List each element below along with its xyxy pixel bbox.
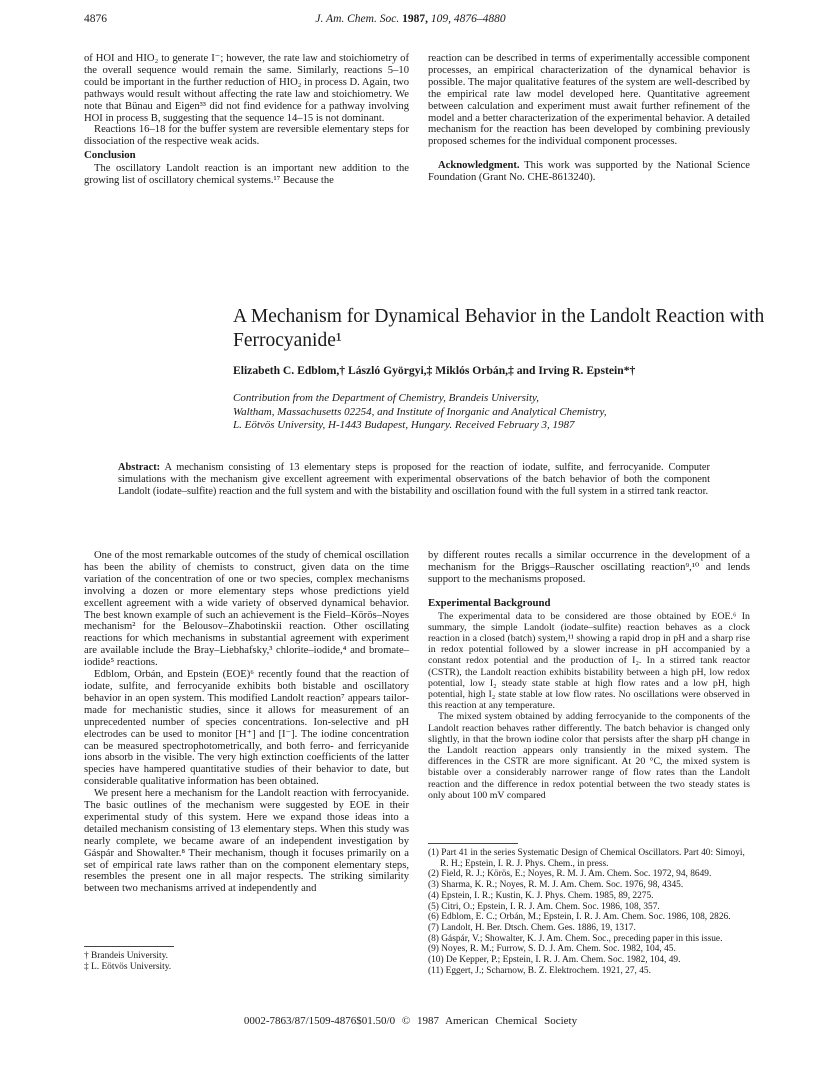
paragraph: Edblom, Orbán, and Epstein (EOE)⁶ recently found that the reaction of iodate, sulfite, and ferrocyanide exhibits both bistable and oscillatory behavior in an open system. This modified Landolt reaction⁷ appears tailor-made for mechanistic studies, since it allows for measurement of an unprecedented number of species concentrations. Ion-selective and pH electrodes can be used to monitor [H⁺] and [I⁻]. The iodine concentration can be measured spectrophotometrically, and both ferro- and ferricyanide ions absorb in the visible. The very high extinction coefficients of the latter species have hampered quantitative studies of their behavior to date, but considerable qualitative information has been obtained. (84, 669, 409, 788)
copyright-line: 0002-7863/87/1509-4876$01.50/0 © 1987 American Chemical Society (243, 1015, 578, 1027)
paragraph: Reactions 16–18 for the buffer system are reversible elementary steps for dissociation of the respective weak acids. (84, 124, 409, 148)
journal-volume-pages: 109, 4876–4880 (430, 13, 506, 25)
references-divider (428, 843, 518, 844)
section-heading-conclusion: Conclusion (84, 149, 136, 162)
reference-item: (3) Sharma, K. R.; Noyes, R. M. J. Am. Chem. Soc. 1976, 98, 4345. (428, 880, 684, 891)
reference-item: (2) Field, R. J.; Körös, E.; Noyes, R. M. J. Am. Chem. Soc. 1972, 94, 8649. (428, 869, 712, 880)
paragraph: The oscillatory Landolt reaction is an important new addition to the growing list of oscillatory chemical systems.¹⁷ Because the (84, 163, 409, 187)
journal-header (0, 13, 821, 25)
abstract (118, 462, 710, 498)
paragraph: by different routes recalls a similar occurrence in the development of a mechanism for the Briggs–Rauscher oscillating reaction⁹,¹⁰ and lends support to the mechanisms proposed. (428, 550, 750, 585)
footnote: ‡ L. Eötvös University. (84, 961, 172, 972)
journal-year: 1987, (402, 13, 428, 25)
affiliation-line: Contribution from the Department of Chemistry, Brandeis University, (233, 392, 540, 404)
paragraph: The mixed system obtained by adding ferrocyanide to the components of the Landolt reaction behaves rather differently. The batch behavior is changed only slightly, in that the brown iodine color that persists after the sharp pH change in the Landolt reaction appears only transiently in the mixed system. The differences in the CSTR are more significant. At 20 °C, the mixed system is bistable over a considerably narrower range of flow rates than the Landolt reaction and the difference in redox potential between the two steady states is only about 100 mV compared (428, 711, 750, 801)
acknowledgment (428, 160, 750, 184)
paragraph: reaction can be described in terms of experimentally accessible component processes, an empirical characterization of the dynamical behavior is possible. The major qualitative features of the system are well-described by the empirical rate law model developed here. Quantitative agreement between calculation and experiment must await further refinement of the model and a better characterization of the experimental behavior. A detailed mechanism for the reaction has been developed by combining previously proposed schemes for the individual component processes. (428, 53, 750, 148)
footnotes (84, 951, 171, 972)
affiliation-line: Waltham, Massachusetts 02254, and Institute of Inorganic and Analytical Chemistry, (233, 405, 607, 418)
reference-item: (4) Epstein, I. R.; Kustin, K. J. Phys. Chem. 1985, 89, 2275. (428, 890, 654, 901)
footnotes-divider (84, 946, 174, 947)
reference-item: (6) Edblom, E. C.; Orbán, M.; Epstein, I. R. J. Am. Chem. Soc. 1986, 108, 2826. (428, 912, 731, 923)
paragraph: The experimental data to be considered are those obtained by EOE.⁶ In summary, the simple Landolt (iodate–sulfite) reaction behaves as a clock reaction in a closed (batch) system,¹¹ showing a rapid drop in pH and a sharp rise in redox potential followed by a slower increase in pH accompanied by a constant redox potential and the production of I₂. In a stirred tank reactor (CSTR), the Landolt reaction exhibits bistability between a high pH, low redox potential, low I₂ steady state stable at high flow rates and a low pH, high potential, high I₂ state stable at low flow rates. No oscillations were observed in this reaction at any temperature. (428, 610, 750, 712)
top-right-column (428, 53, 750, 184)
acknowledgment-text: This work was supported by the National Science Foundation (Grant No. CHE-8613240). (428, 160, 750, 184)
acknowledgment-label: Acknowledgment. (438, 160, 520, 172)
page-number: 4876 (84, 13, 107, 25)
article-authors: Elizabeth C. Edblom,† László Györgyi,‡ Miklós Orbán,‡ and Irving R. Epstein*† (233, 364, 636, 377)
paragraph: We present here a mechanism for the Landolt reaction with ferrocyanide. The basic outlines of the mechanism were suggested by EOE in their experimental study of this system. Here we expand those ideas into a detailed mechanism consisting of 13 elementary steps. When this study was nearly complete, we became aware of an independent investigation by Gáspár and Showalter.⁸ Their mechanism, though it focuses primarily on a set of empirical rate laws rather than on the component elementary steps, resembles the present one in all major respects. The striking similarity between two mechanisms arrived at independently and (84, 788, 409, 895)
abstract-label: Abstract: (118, 462, 161, 473)
reference-item: (8) Gáspár, V.; Showalter, K. J. Am. Chem. Soc., preceding paper in this issue. (428, 933, 723, 944)
references-list (428, 848, 750, 976)
section-heading-experimental: Experimental Background (428, 596, 551, 609)
reference-item: (5) Citri, O.; Epstein, I. R. J. Am. Chem. Soc. 1986, 108, 357. (428, 901, 660, 912)
journal-name: J. Am. Chem. Soc. (315, 13, 400, 25)
paragraph: of HOI and HIO₂ to generate I⁻; however, the rate law and stoichiometry of the overall sequence would remain the same. Similarly, reactions 5–10 could be important in the further reduction of HIO₂ in process D. Again, two pathways would result without affecting the rate law and stoichiometry. We note that Bünau and Eigen³³ did not find evidence for a pathway involving HOI in process B, suggesting that the sequence 14–15 is not dominant. (84, 53, 409, 124)
reference-item: (1) Part 41 in the series Systematic Design of Chemical Oscillators. Part 40: Simoyi, R. H.; Epstein, I. R. J. Phys. Chem., in press. (428, 848, 745, 869)
reference-item: (9) Noyes, R. M.; Furrow, S. D. J. Am. Chem. Soc. 1982, 104, 45. (428, 944, 676, 955)
affiliation-line: L. Eötvös University, H-1443 Budapest, Hungary. Received February 3, 1987 (233, 419, 575, 431)
reference-item: (7) Landolt, H. Ber. Dtsch. Chem. Ges. 1886, 19, 1317. (428, 922, 636, 933)
reference-item: (10) De Kepper, P.; Epstein, I. R. J. Am. Chem. Soc. 1982, 104, 49. (428, 955, 681, 966)
top-left-column (84, 53, 409, 187)
body-left-column (84, 550, 409, 895)
article-affiliation (233, 392, 773, 433)
paragraph: One of the most remarkable outcomes of the study of chemical oscillation has been the ability of chemists to construct, given data on the time variation of the concentration of one or two species, complex mechanisms involving a dozen or more elementary steps whose predictions yield excellent agreement with a wide variety of observed dynamical behavior. The best known example of such an achievement is the Field–Körös–Noyes mechanism² for the Belousov–Zhabotinskii reaction. Other oscillating reactions for which mechanisms in substantial agreement with experiment are available include the Bray–Liebhafsky,³ chlorite–iodide,⁴ and bromate–iodide⁵ reactions. (84, 550, 409, 669)
body-right-column (428, 550, 750, 801)
reference-item: (11) Eggert, J.; Scharnow, B. Z. Elektrochem. 1921, 27, 45. (428, 965, 651, 976)
article-title: A Mechanism for Dynamical Behavior in the Landolt Reaction with Ferrocyanide¹ (233, 306, 765, 351)
footnote: † Brandeis University. (84, 951, 169, 961)
abstract-text: A mechanism consisting of 13 elementary steps is proposed for the reaction of iodate, sulfite, and ferrocyanide. Computer simulations with the mechanism give excellent agreement with experimental observations of the batch behavior of both the component Landolt (iodate–sulfite) reaction and the full system and with the bistability and oscillation found with the full system in a stirred tank reactor. (118, 462, 710, 497)
